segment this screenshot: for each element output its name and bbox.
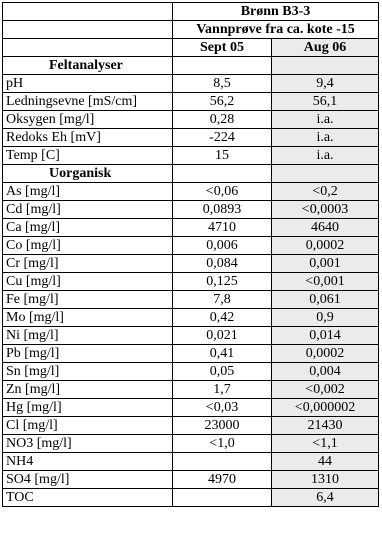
table-row (3, 75, 379, 93)
table-row (3, 381, 379, 399)
value-sept05-cell: 23000 (173, 417, 272, 435)
parameter-cell: Redoks Eh [mV] (3, 129, 173, 147)
table-row (3, 219, 379, 237)
parameter-cell: Fe [mg/l] (3, 291, 173, 309)
table-row (3, 201, 379, 219)
table-row (3, 255, 379, 273)
header-corner-cell (3, 3, 173, 21)
value-aug06-cell: 0,061 (272, 291, 379, 309)
table-row (3, 453, 379, 471)
value-aug06-cell: i.a. (272, 129, 379, 147)
value-aug06-cell: 0,004 (272, 363, 379, 381)
table-row (3, 363, 379, 381)
value-aug06-cell: <0,0003 (272, 201, 379, 219)
header-row-dates (3, 39, 379, 57)
table-row (3, 435, 379, 453)
table-row (3, 183, 379, 201)
header-row-sample (3, 21, 379, 39)
value-sept05-cell: 1,7 (173, 381, 272, 399)
section-empty-cell (173, 165, 272, 183)
header-corner-cell (3, 21, 173, 39)
table-row (3, 237, 379, 255)
parameter-cell: Cu [mg/l] (3, 273, 173, 291)
value-aug06-cell: 0,0002 (272, 237, 379, 255)
parameter-cell: Pb [mg/l] (3, 345, 173, 363)
value-sept05-cell: 0,05 (173, 363, 272, 381)
value-aug06-cell: 56,1 (272, 93, 379, 111)
column-header-sept05: Sept 05 (173, 39, 272, 57)
parameter-cell: Ca [mg/l] (3, 219, 173, 237)
value-aug06-cell: <0,000002 (272, 399, 379, 417)
parameter-cell: Cd [mg/l] (3, 201, 173, 219)
parameter-cell: TOC (3, 489, 173, 507)
table-row (3, 471, 379, 489)
parameter-cell: NH4 (3, 453, 173, 471)
table-row (3, 327, 379, 345)
value-aug06-cell: 0,0002 (272, 345, 379, 363)
value-aug06-cell: <0,002 (272, 381, 379, 399)
value-aug06-cell: 44 (272, 453, 379, 471)
parameter-cell: Hg [mg/l] (3, 399, 173, 417)
value-aug06-cell: 6,4 (272, 489, 379, 507)
header-row-well (3, 3, 379, 21)
value-aug06-cell: <0,2 (272, 183, 379, 201)
value-aug06-cell: 9,4 (272, 75, 379, 93)
value-aug06-cell: 0,014 (272, 327, 379, 345)
value-aug06-cell: 0,9 (272, 309, 379, 327)
value-sept05-cell (173, 489, 272, 507)
section-header-row (3, 165, 379, 183)
section-title: Feltanalyser (3, 57, 173, 75)
table-row (3, 147, 379, 165)
value-aug06-cell: 4640 (272, 219, 379, 237)
table-row (3, 345, 379, 363)
value-sept05-cell: 0,41 (173, 345, 272, 363)
section-header-row (3, 57, 379, 75)
value-sept05-cell: <0,03 (173, 399, 272, 417)
value-aug06-cell: 21430 (272, 417, 379, 435)
section-title: Uorganisk (3, 165, 173, 183)
parameter-cell: Cr [mg/l] (3, 255, 173, 273)
well-title: Brønn B3-3 (173, 3, 379, 21)
parameter-cell: Ledningsevne [mS/cm] (3, 93, 173, 111)
parameter-cell: SO4 [mg/l] (3, 471, 173, 489)
table-row (3, 417, 379, 435)
table-row (3, 273, 379, 291)
value-sept05-cell: -224 (173, 129, 272, 147)
value-aug06-cell: i.a. (272, 111, 379, 129)
parameter-cell: As [mg/l] (3, 183, 173, 201)
value-sept05-cell: <1,0 (173, 435, 272, 453)
value-sept05-cell: 4970 (173, 471, 272, 489)
value-aug06-cell: 0,001 (272, 255, 379, 273)
parameter-cell: Oksygen [mg/l] (3, 111, 173, 129)
table-row (3, 489, 379, 507)
table-row (3, 129, 379, 147)
parameter-cell: Cl [mg/l] (3, 417, 173, 435)
parameter-cell: NO3 [mg/l] (3, 435, 173, 453)
sample-title: Vannprøve fra ca. kote -15 (173, 21, 379, 39)
value-sept05-cell: <0,06 (173, 183, 272, 201)
value-aug06-cell: <1,1 (272, 435, 379, 453)
table-row (3, 93, 379, 111)
value-sept05-cell: 0,42 (173, 309, 272, 327)
value-sept05-cell: 8,5 (173, 75, 272, 93)
value-sept05-cell: 7,8 (173, 291, 272, 309)
value-aug06-cell: <0,001 (272, 273, 379, 291)
value-sept05-cell: 15 (173, 147, 272, 165)
table-row (3, 399, 379, 417)
table-row (3, 291, 379, 309)
value-aug06-cell: i.a. (272, 147, 379, 165)
section-empty-cell (272, 165, 379, 183)
table-row (3, 309, 379, 327)
table-row (3, 111, 379, 129)
value-sept05-cell (173, 453, 272, 471)
header-corner-cell (3, 39, 173, 57)
parameter-cell: Ni [mg/l] (3, 327, 173, 345)
water-sample-table (2, 2, 379, 507)
column-header-aug06: Aug 06 (272, 39, 379, 57)
value-sept05-cell: 0,021 (173, 327, 272, 345)
parameter-cell: pH (3, 75, 173, 93)
section-empty-cell (173, 57, 272, 75)
parameter-cell: Co [mg/l] (3, 237, 173, 255)
value-sept05-cell: 4710 (173, 219, 272, 237)
value-sept05-cell: 0,084 (173, 255, 272, 273)
parameter-cell: Sn [mg/l] (3, 363, 173, 381)
parameter-cell: Mo [mg/l] (3, 309, 173, 327)
value-sept05-cell: 56,2 (173, 93, 272, 111)
section-empty-cell (272, 57, 379, 75)
value-aug06-cell: 1310 (272, 471, 379, 489)
value-sept05-cell: 0,006 (173, 237, 272, 255)
value-sept05-cell: 0,125 (173, 273, 272, 291)
value-sept05-cell: 0,0893 (173, 201, 272, 219)
parameter-cell: Zn [mg/l] (3, 381, 173, 399)
table-body (3, 3, 379, 507)
value-sept05-cell: 0,28 (173, 111, 272, 129)
parameter-cell: Temp [C] (3, 147, 173, 165)
